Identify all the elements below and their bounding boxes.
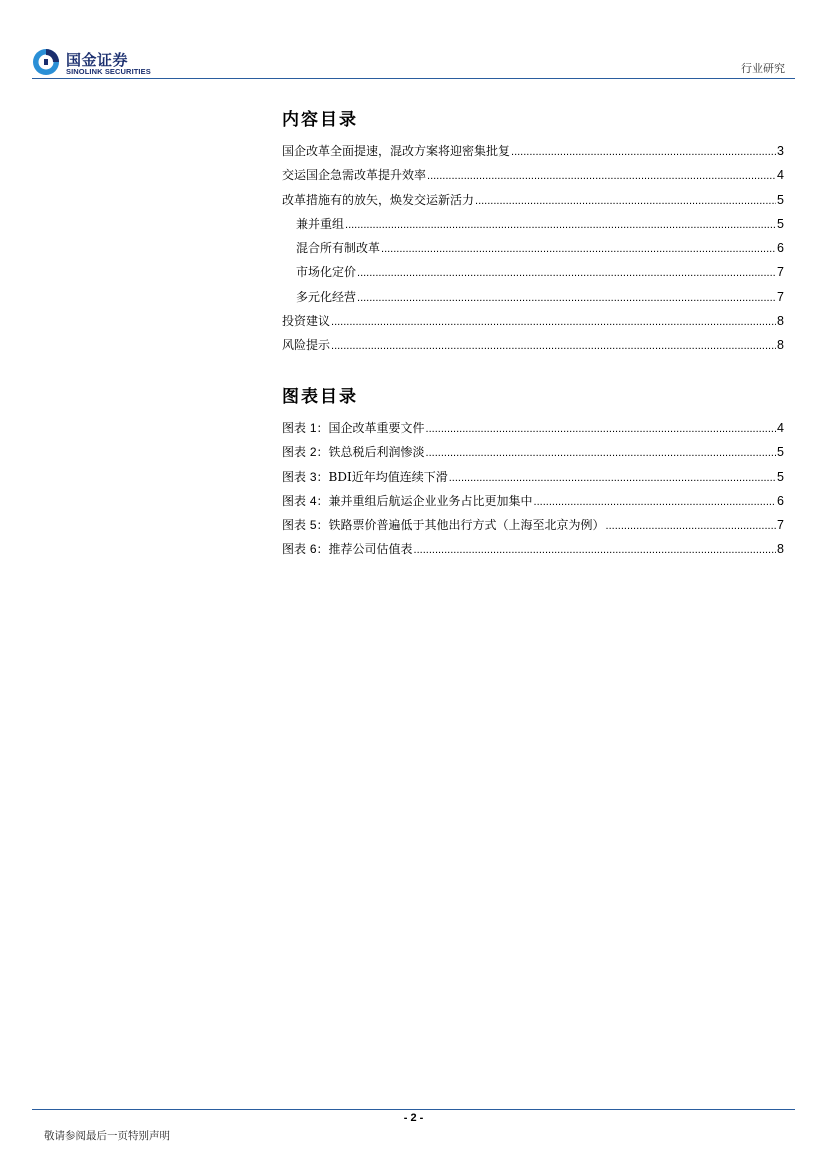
- figures-section: [282, 385, 784, 565]
- toc-entry-title: 风险提示: [282, 338, 331, 353]
- figure-label: 图表: [282, 469, 307, 484]
- toc-entry-title: 交运国企急需改革提升效率: [282, 168, 427, 183]
- report-category: 行业研究: [741, 62, 785, 75]
- figure-number: 4：: [309, 493, 329, 508]
- figure-entry-title: [282, 540, 413, 557]
- figure-caption: 推荐公司估值表: [328, 542, 413, 557]
- toc-leader-dots: [331, 338, 776, 352]
- toc-entry-page: 3: [777, 144, 784, 158]
- sinolink-logo-icon: [32, 48, 60, 76]
- figure-label: 图表: [282, 445, 307, 460]
- figure-caption: 国企改革重要文件: [328, 421, 425, 435]
- toc-leader-dots: [426, 445, 777, 459]
- page-number: - 2 -: [403, 1112, 424, 1124]
- figure-entry-page: 5: [777, 445, 784, 460]
- figure-entry-title: [282, 419, 425, 436]
- figure-caption: BDI近年均值连续下滑: [328, 469, 448, 484]
- figure-number: 2：: [309, 445, 329, 460]
- toc-entry-title: 兼并重组: [296, 216, 345, 231]
- figure-entry-page: 8: [777, 542, 784, 557]
- toc-entry-page: 6: [777, 241, 784, 256]
- figure-caption: 兼并重组后航运企业业务占比更加集中: [328, 493, 533, 508]
- figure-caption: 铁总税后利润惨淡: [328, 445, 425, 460]
- toc-entry[interactable]: [282, 288, 784, 312]
- figure-entry-page: 5: [777, 469, 784, 484]
- contents-list: [282, 142, 784, 361]
- logo-chinese-name: 国金证券: [66, 51, 129, 69]
- toc-leader-dots: [449, 470, 776, 484]
- header-divider: [32, 78, 795, 79]
- toc-leader-dots: [426, 421, 777, 435]
- toc-entry-title: 国企改革全面提速，混改方案将迎密集批复: [282, 144, 511, 158]
- contents-section: [282, 108, 784, 361]
- toc-leader-dots: [381, 241, 776, 255]
- toc-leader-dots: [534, 494, 777, 508]
- disclaimer-note: 敬请参阅最后一页特别声明: [44, 1130, 170, 1142]
- toc-entry-title: 多元化经营: [296, 289, 357, 304]
- toc-leader-dots: [511, 144, 776, 158]
- figures-title: 图表目录: [282, 387, 358, 407]
- toc-leader-dots: [331, 314, 776, 328]
- figure-entry-title: [282, 492, 533, 509]
- toc-entry[interactable]: [282, 336, 784, 360]
- toc-entry[interactable]: [282, 215, 784, 239]
- toc-entry[interactable]: [282, 312, 784, 336]
- toc-entry-page: 4: [777, 168, 784, 183]
- figure-entry-page: 6: [777, 493, 784, 508]
- figure-entry[interactable]: [282, 492, 784, 516]
- toc-leader-dots: [345, 217, 776, 231]
- figure-entry[interactable]: [282, 419, 784, 443]
- toc-entry-page: 8: [777, 338, 784, 353]
- footer-divider: [32, 1109, 795, 1110]
- figure-label: 图表: [282, 421, 307, 435]
- toc-entry-page: 5: [777, 216, 784, 231]
- figure-number: 6：: [309, 542, 329, 557]
- toc-entry[interactable]: [282, 142, 784, 166]
- toc-entry-page: 5: [777, 192, 784, 207]
- toc-leader-dots: [414, 542, 777, 556]
- toc-leader-dots: [357, 290, 776, 304]
- company-logo: [32, 44, 162, 80]
- toc-entry-title: 改革措施有的放矢，焕发交运新活力: [282, 192, 475, 207]
- figure-number: 3：: [309, 469, 329, 484]
- figure-entry-title: [282, 443, 425, 460]
- toc-entry[interactable]: [282, 239, 784, 263]
- toc-entry-page: 7: [777, 289, 784, 304]
- figure-entry[interactable]: [282, 516, 784, 540]
- figure-label: 图表: [282, 542, 307, 557]
- toc-leader-dots: [357, 265, 776, 279]
- figure-entry[interactable]: [282, 443, 784, 467]
- toc-entry[interactable]: [282, 191, 784, 215]
- figure-entry-title: [282, 516, 605, 533]
- toc-leader-dots: [606, 518, 777, 532]
- figures-list: [282, 419, 784, 565]
- figure-entry-title: [282, 468, 448, 485]
- figure-entry[interactable]: [282, 540, 784, 564]
- contents-title: 内容目录: [282, 110, 358, 130]
- toc-leader-dots: [427, 168, 776, 182]
- toc-entry[interactable]: [282, 166, 784, 190]
- toc-entry[interactable]: [282, 263, 784, 287]
- toc-entry-page: 8: [777, 314, 784, 329]
- toc-leader-dots: [475, 193, 776, 207]
- logo-english-name: SINOLINK SECURITIES: [66, 67, 151, 76]
- toc-entry-title: 混合所有制改革: [296, 241, 381, 256]
- figure-label: 图表: [282, 493, 307, 508]
- figure-caption: 铁路票价普遍低于其他出行方式（上海至北京为例）: [328, 518, 605, 533]
- toc-entry-page: 7: [777, 265, 784, 280]
- toc-entry-title: 市场化定价: [296, 265, 357, 280]
- figure-number: 1：: [309, 421, 329, 435]
- figure-label: 图表: [282, 518, 307, 533]
- figure-entry[interactable]: [282, 468, 784, 492]
- figure-entry-page: 4: [777, 421, 784, 435]
- figure-entry-page: 7: [777, 518, 784, 533]
- toc-entry-title: 投资建议: [282, 314, 331, 329]
- figure-number: 5：: [309, 518, 329, 533]
